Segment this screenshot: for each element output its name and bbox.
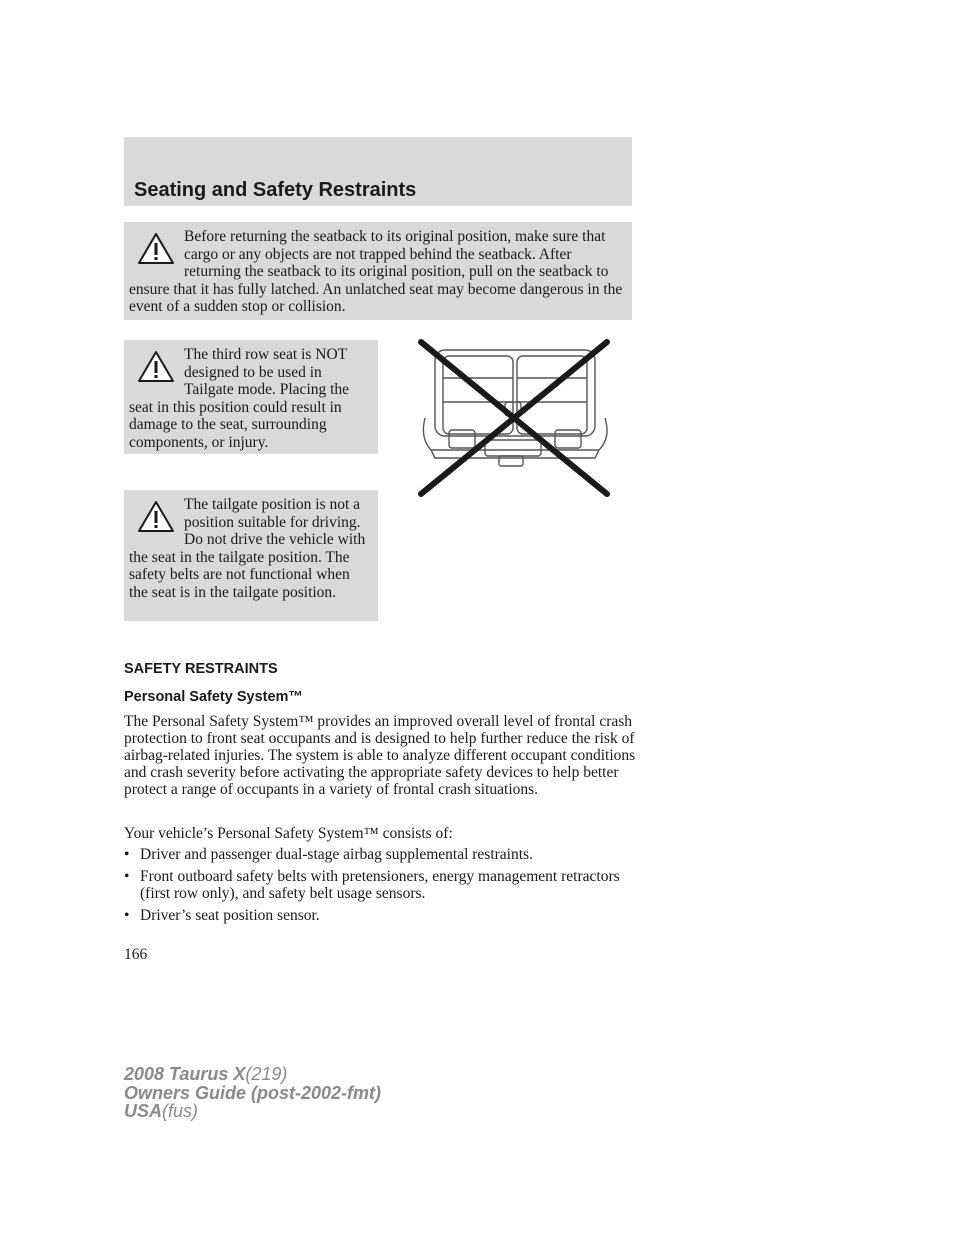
footer-line-model <box>124 1065 381 1084</box>
list-item-text: Front outboard safety belts with pretensioners, energy management retractors (first row only), and safety belt usage sensors. <box>140 868 620 902</box>
warning-box-seatback <box>124 222 632 320</box>
bullet-icon: • <box>124 846 130 863</box>
section-heading: SAFETY RESTRAINTS <box>124 661 278 677</box>
bullet-icon: • <box>124 868 130 885</box>
section-header-band <box>124 137 632 206</box>
warning-text: The tailgate position is not a position suitable for driving. Do not drive the vehicle with the seat in the tailgate position. The safety belts are not functional when the seat is in the tailgate position. <box>129 496 366 601</box>
warning-triangle-icon <box>137 350 175 384</box>
seat-tailgate-illustration <box>415 338 615 498</box>
footer-guide: Owners Guide (post-2002-fmt) <box>124 1082 382 1103</box>
list-item <box>124 846 644 863</box>
section-title: Seating and Safety Restraints <box>134 179 417 201</box>
warning-text: Before returning the seatback to its original position, make sure that cargo or any objects are not trapped behind the seatback. After returning the seatback to its original position, pull on the seatback to ensure that it has fully latched. An unlatched seat may become dangerous in the event of a sudden stop or collision. <box>129 228 623 315</box>
subsection-heading: Personal Safety System™ <box>124 689 303 705</box>
warning-box-tailgate-mode <box>124 340 378 454</box>
bullet-icon: • <box>124 907 130 924</box>
footer-region: USA <box>124 1101 163 1121</box>
warning-text: The third row seat is NOT designed to be used in Tailgate mode. Placing the seat in this position could result in damage to the seat, surrounding components, or injury. <box>129 346 350 451</box>
warning-box-tailgate-driving <box>124 490 378 621</box>
body-paragraph: The Personal Safety System™ provides an improved overall level of frontal crash protection to front seat occupants and is designed to help further reduce the risk of airbag-related injuries. The system is able to analyze different occupant conditions and crash severity before activating the appropriate safety devices to help better protect a range of occupants in a variety of frontal crash situations. <box>124 713 636 798</box>
list-item-text: Driver’s seat position sensor. <box>140 907 320 924</box>
footer-model: 2008 Taurus X <box>124 1064 246 1084</box>
document-footer <box>124 1065 381 1121</box>
page-number: 166 <box>124 946 148 963</box>
footer-region-code: (fus) <box>162 1101 199 1121</box>
footer-line-region <box>124 1102 381 1121</box>
list-item <box>124 868 644 902</box>
list-item <box>124 907 644 924</box>
body-paragraph: Your vehicle’s Personal Safety System™ consists of: <box>124 825 453 842</box>
warning-triangle-icon <box>137 500 175 534</box>
list-item-text: Driver and passenger dual-stage airbag supplemental restraints. <box>140 846 533 863</box>
warning-triangle-icon <box>137 232 175 266</box>
footer-model-code: (219) <box>245 1064 288 1084</box>
footer-line-guide <box>124 1084 381 1103</box>
